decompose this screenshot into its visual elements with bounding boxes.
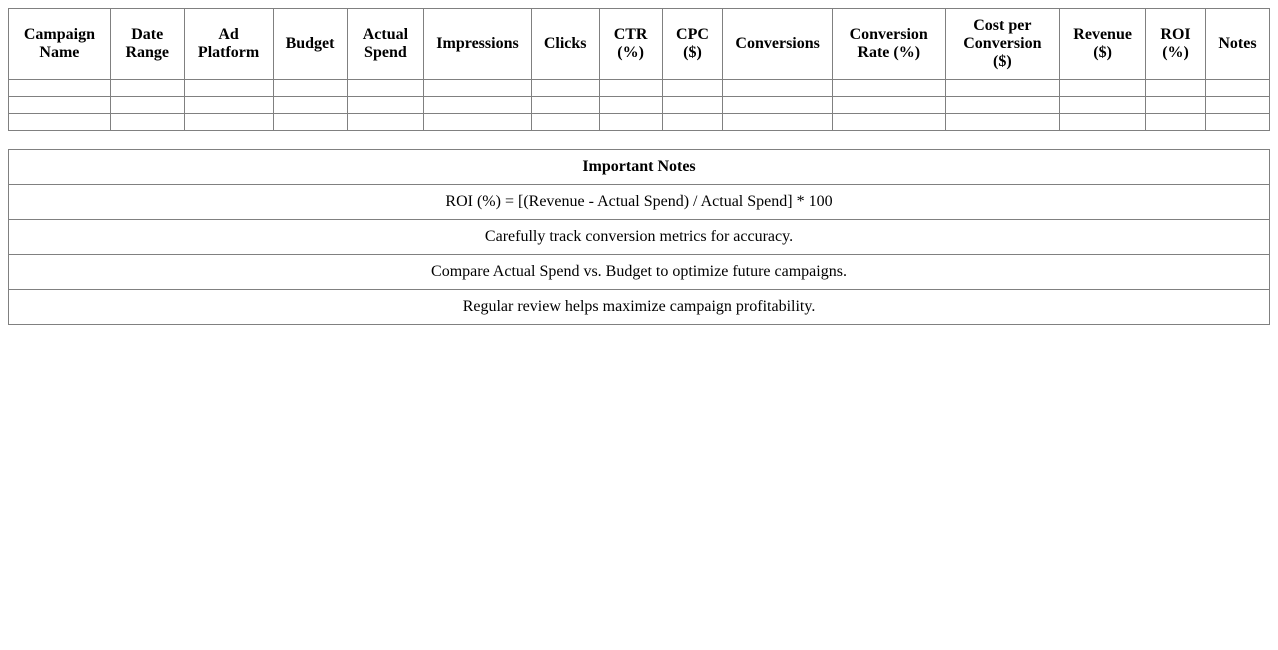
table-cell[interactable] xyxy=(424,114,531,131)
table-row xyxy=(9,80,1270,97)
column-header-notes: Notes xyxy=(1205,9,1269,80)
column-header-impressions: Impressions xyxy=(424,9,531,80)
table-cell[interactable] xyxy=(347,97,424,114)
table-cell[interactable] xyxy=(424,80,531,97)
table-cell[interactable] xyxy=(662,114,723,131)
column-header-date-range: Date Range xyxy=(110,9,184,80)
table-cell[interactable] xyxy=(531,80,599,97)
header-row xyxy=(9,9,1270,80)
table-cell[interactable] xyxy=(273,80,347,97)
table-cell[interactable] xyxy=(599,114,662,131)
table-cell[interactable] xyxy=(1205,114,1269,131)
table-cell[interactable] xyxy=(347,114,424,131)
table-row xyxy=(9,97,1270,114)
column-header-campaign-name: Campaign Name xyxy=(9,9,111,80)
table-cell[interactable] xyxy=(1060,80,1146,97)
table-cell[interactable] xyxy=(424,97,531,114)
table-cell[interactable] xyxy=(347,80,424,97)
column-header-ad-platform: Ad Platform xyxy=(184,9,273,80)
table-cell[interactable] xyxy=(273,97,347,114)
table-cell[interactable] xyxy=(832,80,945,97)
table-cell[interactable] xyxy=(1205,97,1269,114)
note-compare-spend: Compare Actual Spend vs. Budget to optimize future campaigns. xyxy=(9,255,1270,290)
column-header-cost-per-conversion: Cost per Conversion ($) xyxy=(945,9,1060,80)
note-row xyxy=(9,290,1270,325)
table-cell[interactable] xyxy=(9,114,111,131)
table-cell[interactable] xyxy=(1146,80,1206,97)
column-header-revenue: Revenue ($) xyxy=(1060,9,1146,80)
column-header-conversion-rate: Conversion Rate (%) xyxy=(832,9,945,80)
note-regular-review: Regular review helps maximize campaign profitability. xyxy=(9,290,1270,325)
column-header-cpc: CPC ($) xyxy=(662,9,723,80)
table-cell[interactable] xyxy=(723,114,832,131)
note-track-conversions: Carefully track conversion metrics for accuracy. xyxy=(9,220,1270,255)
table-cell[interactable] xyxy=(184,114,273,131)
table-cell[interactable] xyxy=(945,114,1060,131)
column-header-conversions: Conversions xyxy=(723,9,832,80)
table-cell[interactable] xyxy=(110,80,184,97)
table-cell[interactable] xyxy=(184,80,273,97)
table-cell[interactable] xyxy=(531,97,599,114)
tracker-body xyxy=(9,80,1270,131)
table-cell[interactable] xyxy=(1146,97,1206,114)
note-row xyxy=(9,185,1270,220)
notes-header-row xyxy=(9,150,1270,185)
table-cell[interactable] xyxy=(110,114,184,131)
table-cell[interactable] xyxy=(1205,80,1269,97)
campaign-tracker-table xyxy=(8,8,1270,131)
table-cell[interactable] xyxy=(662,97,723,114)
table-cell[interactable] xyxy=(184,97,273,114)
column-header-ctr: CTR (%) xyxy=(599,9,662,80)
table-cell[interactable] xyxy=(110,97,184,114)
table-cell[interactable] xyxy=(599,97,662,114)
table-cell[interactable] xyxy=(9,97,111,114)
table-cell[interactable] xyxy=(945,97,1060,114)
table-cell[interactable] xyxy=(832,114,945,131)
important-notes-table xyxy=(8,149,1270,325)
table-cell[interactable] xyxy=(1060,114,1146,131)
column-header-actual-spend: Actual Spend xyxy=(347,9,424,80)
column-header-roi: ROI (%) xyxy=(1146,9,1206,80)
table-cell[interactable] xyxy=(9,80,111,97)
table-cell[interactable] xyxy=(273,114,347,131)
column-header-clicks: Clicks xyxy=(531,9,599,80)
table-cell[interactable] xyxy=(1060,97,1146,114)
note-roi-formula: ROI (%) = [(Revenue - Actual Spend) / Actual Spend] * 100 xyxy=(9,185,1270,220)
table-cell[interactable] xyxy=(723,80,832,97)
note-row xyxy=(9,220,1270,255)
table-cell[interactable] xyxy=(599,80,662,97)
table-cell[interactable] xyxy=(832,97,945,114)
note-row xyxy=(9,255,1270,290)
table-cell[interactable] xyxy=(945,80,1060,97)
table-cell[interactable] xyxy=(662,80,723,97)
notes-title: Important Notes xyxy=(9,150,1270,185)
table-cell[interactable] xyxy=(1146,114,1206,131)
table-cell[interactable] xyxy=(531,114,599,131)
table-row xyxy=(9,114,1270,131)
table-cell[interactable] xyxy=(723,97,832,114)
column-header-budget: Budget xyxy=(273,9,347,80)
